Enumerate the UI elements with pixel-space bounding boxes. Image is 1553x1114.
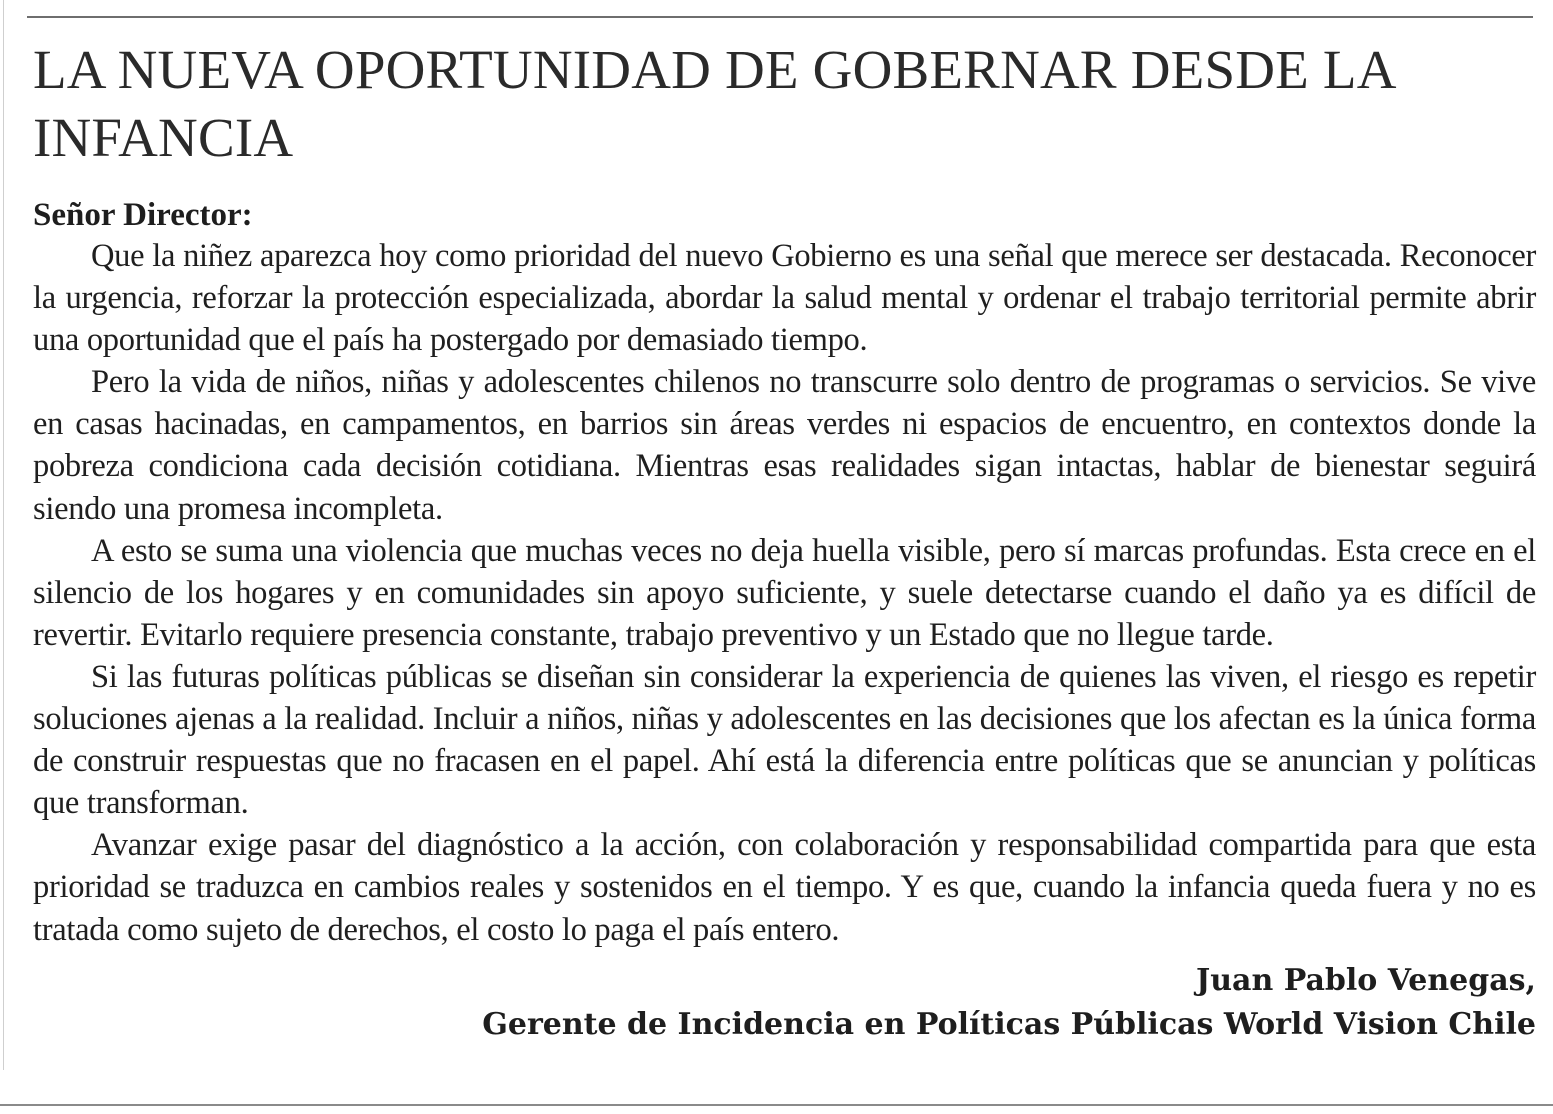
headline: LA NUEVA OPORTUNIDAD DE GOBERNAR DESDE LA INFANCIA [33, 39, 1394, 168]
letter-to-editor [33, 36, 1536, 1047]
signature-block [33, 959, 1536, 1047]
paragraph-4: Si las futuras políticas públicas se diseñan sin considerar la experiencia de quienes las viven, el riesgo es repetir soluciones ajenas a la realidad. Incluir a niños, niñas y adolescentes en las decisiones que los afectan es la única forma de construir respuestas que no fracasen en el papel. Ahí está la diferencia entre políticas que se anuncian y políticas que transforman. [33, 658, 1536, 822]
paragraph-5: Avanzar exige pasar del diagnóstico a la acción, con colaboración y responsabilidad compartida para que esta prioridad se traduzca en cambios reales y sostenidos en el tiempo. Y es que, cuando la infancia queda fuera y no es tratada como sujeto de derechos, el costo lo paga el país entero. [33, 827, 1536, 948]
author-name: Juan Pablo Venegas, [1196, 962, 1536, 998]
left-column-rule [3, 0, 4, 1070]
letter-body [33, 235, 1536, 951]
salutation: Señor Director: [33, 197, 253, 233]
author-title: Gerente de Incidencia en Políticas Públicas World Vision Chile [482, 1006, 1536, 1042]
top-divider [27, 16, 1533, 18]
paragraph-1: Que la niñez aparezca hoy como prioridad del nuevo Gobierno es una señal que merece ser destacada. Reconocer la urgencia, reforzar la protección especializada, abordar la salud mental y ordenar el trabajo territorial permite abrir una oportunidad que el país ha postergado por demasiado tiempo. [33, 238, 1536, 359]
paragraph-2: Pero la vida de niños, niñas y adolescentes chilenos no transcurre solo dentro de programas o servicios. Se vive en casas hacinadas, en campamentos, en barrios sin áreas verdes ni espacios de encuentro, en contextos donde la pobreza condiciona cada decisión cotidiana. Mientras esas realidades sigan intactas, hablar de bienestar seguirá siendo una promesa incompleta. [33, 364, 1536, 527]
bottom-divider [0, 1104, 1553, 1106]
paragraph-3: A esto se suma una violencia que muchas veces no deja huella visible, pero sí marcas profundas. Esta crece en el silencio de los hogares y en comunidades sin apoyo suficiente, y suele detectarse cuando el daño ya es difícil de revertir. Evitarlo requiere presencia constante, trabajo preventivo y un Estado que no llegue tarde. [33, 532, 1536, 653]
